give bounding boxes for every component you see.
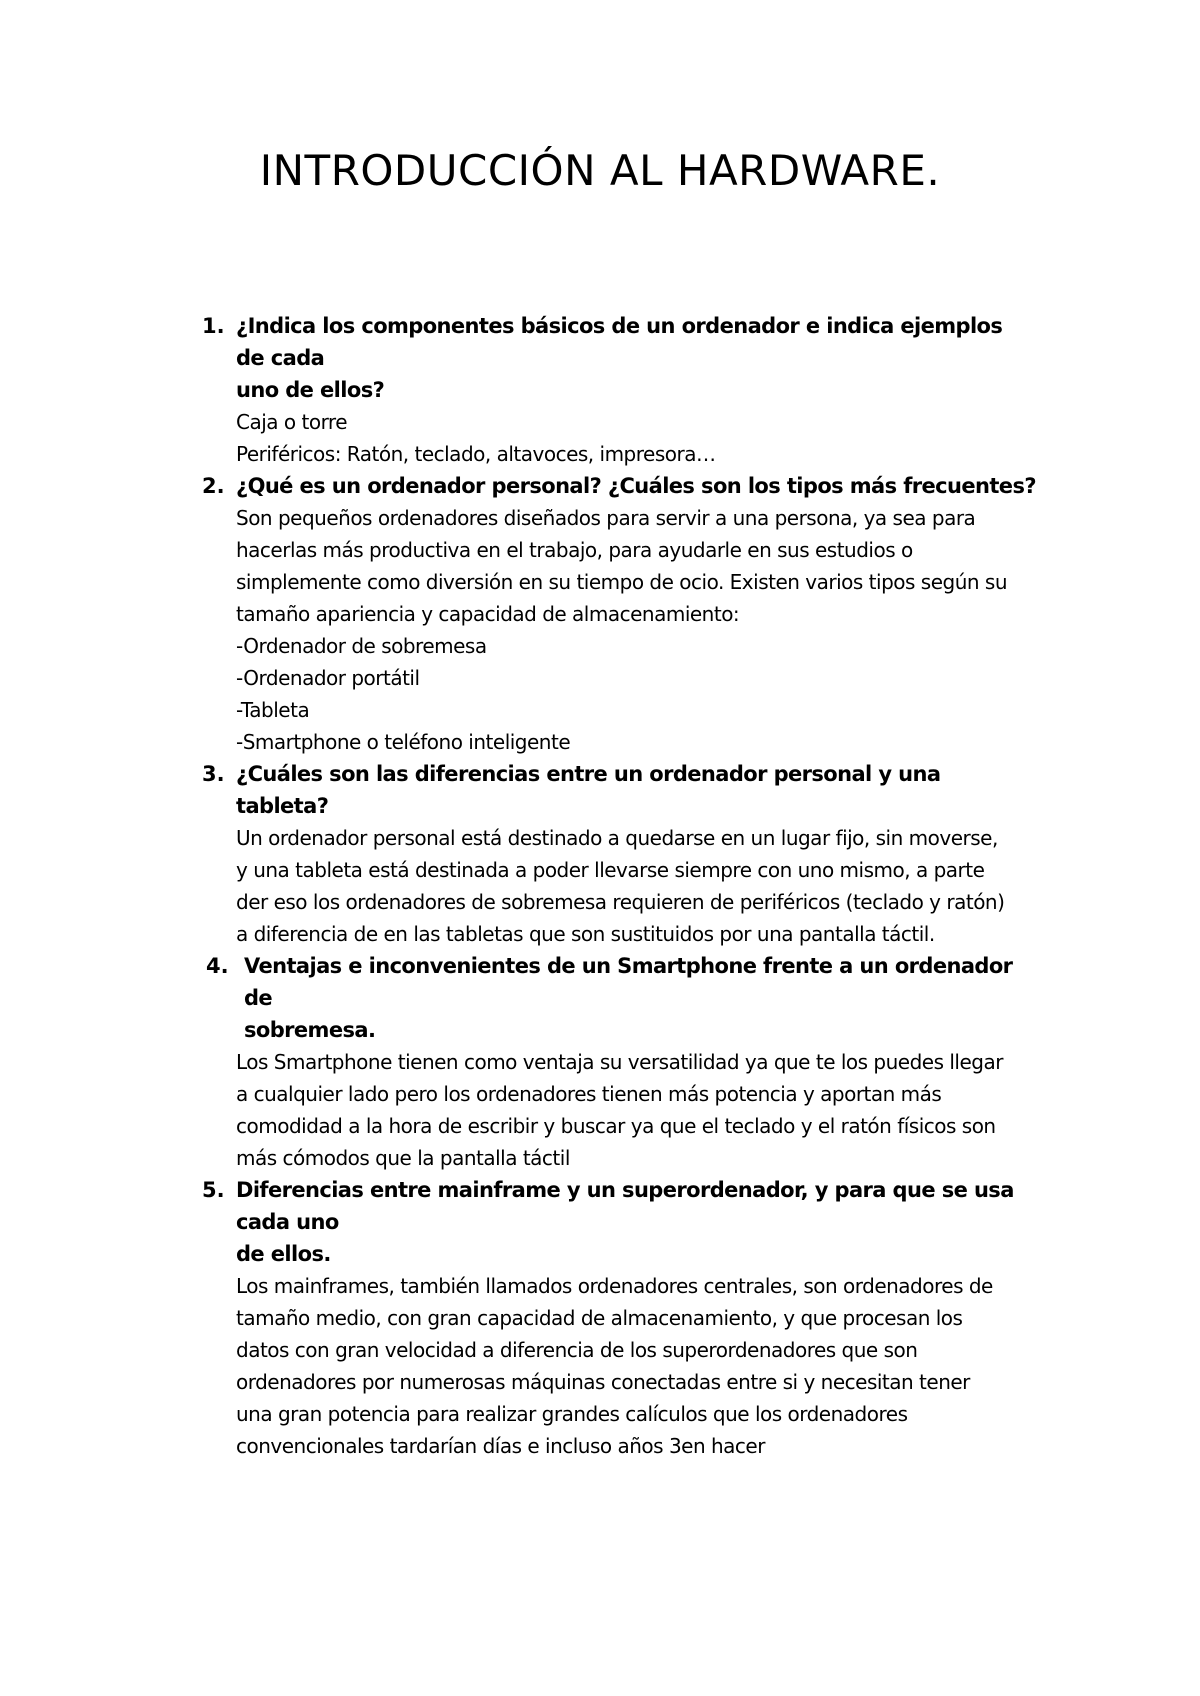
- question-list: [0, 310, 1200, 1462]
- question-item-1: [0, 310, 1200, 470]
- question-item-5: [0, 1174, 1200, 1462]
- answer-line: comodidad a la hora de escribir y buscar ya que el teclado y el ratón físicos son: [236, 1114, 996, 1138]
- answer-line: hacerlas más productiva en el trabajo, para ayudarle en sus estudios o: [236, 538, 913, 562]
- answer-line: una gran potencia para realizar grandes calículos que los ordenadores: [236, 1402, 908, 1426]
- list-item: -Ordenador portátil: [236, 666, 420, 690]
- answer-line: simplemente como diversión en su tiempo de ocio. Existen varios tipos según su: [236, 570, 1008, 594]
- answer-line: Un ordenador personal está destinado a quedarse en un lugar fijo, sin moverse,: [236, 826, 998, 850]
- answer-line: Los Smartphone tienen como ventaja su versatilidad ya que te los puedes llegar: [236, 1050, 1003, 1074]
- question-text-line: ¿Cuáles son las diferencias entre un ordenador personal y una tableta?: [236, 762, 941, 818]
- list-item: -Ordenador de sobremesa: [236, 634, 487, 658]
- question-text-line: uno de ellos?: [236, 378, 385, 402]
- answer-line: Periféricos: Ratón, teclado, altavoces, impresora…: [236, 442, 716, 466]
- question-item-3: [0, 758, 1200, 950]
- question-text-line: de ellos.: [236, 1242, 331, 1266]
- question-number: 5.: [202, 1178, 225, 1202]
- answer-line: Caja o torre: [236, 410, 348, 434]
- answer-line: a diferencia de en las tabletas que son sustituidos por una pantalla táctil.: [236, 922, 935, 946]
- answer-line: tamaño apariencia y capacidad de almacenamiento:: [236, 602, 740, 626]
- answer-line: a cualquier lado pero los ordenadores tienen más potencia y aportan más: [236, 1082, 942, 1106]
- answer-line: Los mainframes, también llamados ordenadores centrales, son ordenadores de: [236, 1274, 993, 1298]
- question-item-2: [0, 470, 1200, 758]
- list-item: -Smartphone o teléfono inteligente: [236, 730, 571, 754]
- answer-line: y una tableta está destinada a poder llevarse siempre con uno mismo, a parte: [236, 858, 985, 882]
- question-number: 3.: [202, 762, 225, 786]
- question-number: 2.: [202, 474, 225, 498]
- question-text-line: Ventajas e inconvenientes de un Smartphone frente a un ordenador de: [244, 954, 1013, 1010]
- answer-line: Son pequeños ordenadores diseñados para servir a una persona, ya sea para: [236, 506, 976, 530]
- question-text-line: ¿Indica los componentes básicos de un ordenador e indica ejemplos de cada: [236, 314, 1003, 370]
- answer-line: ordenadores por numerosas máquinas conectadas entre si y necesitan tener: [236, 1370, 970, 1394]
- answer-line: convencionales tardarían días e incluso años 3en hacer: [236, 1434, 765, 1458]
- question-text-line: Diferencias entre mainframe y un superordenador, y para que se usa cada uno: [236, 1178, 1014, 1234]
- answer-line: der eso los ordenadores de sobremesa requieren de periféricos (teclado y ratón): [236, 890, 1005, 914]
- question-text-line: ¿Qué es un ordenador personal? ¿Cuáles son los tipos más frecuentes?: [236, 474, 1036, 498]
- list-item: -Tableta: [236, 698, 310, 722]
- document-title: INTRODUCCIÓN AL HARDWARE.: [259, 146, 941, 195]
- question-item-4: [0, 950, 1200, 1174]
- question-number: 1.: [202, 314, 225, 338]
- answer-line: datos con gran velocidad a diferencia de los superordenadores que son: [236, 1338, 918, 1362]
- answer-line: más cómodos que la pantalla táctil: [236, 1146, 570, 1170]
- question-text-line: sobremesa.: [244, 1018, 376, 1042]
- question-number: 4.: [206, 954, 229, 978]
- answer-line: tamaño medio, con gran capacidad de almacenamiento, y que procesan los: [236, 1306, 963, 1330]
